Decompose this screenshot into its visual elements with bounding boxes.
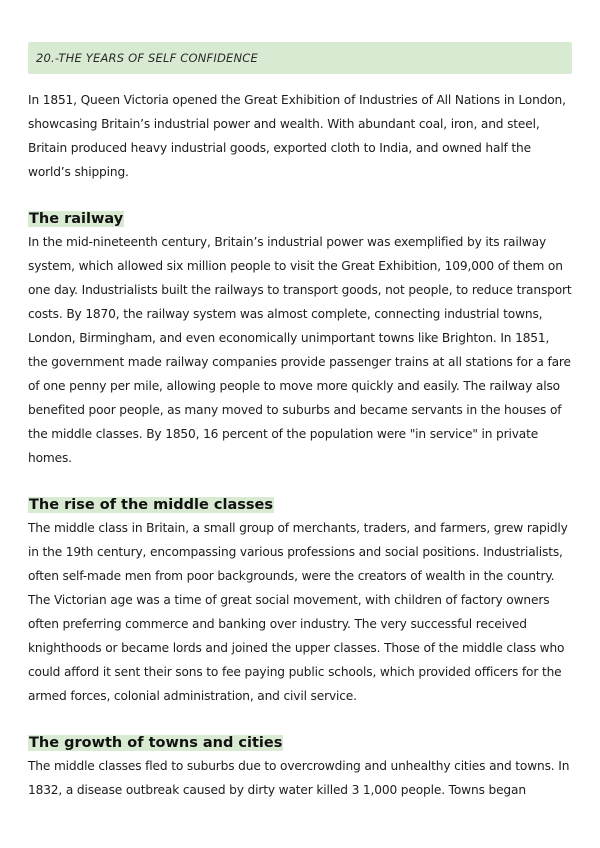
chapter-banner [28,42,572,74]
document-page [28,42,572,802]
intro-paragraph: In 1851, Queen Victoria opened the Great Exhibition of Industries of All Nations in London, showcasing Britain’s industrial power and wealth. With abundant coal, iron, and steel, Britain produced heavy industrial goods, exported cloth to India, and owned half the world’s shipping. [28,93,566,179]
chapter-title: 20.-THE YEARS OF SELF CONFIDENCE [36,51,258,65]
section-heading-towns-cities [28,730,572,754]
section-heading-text: The railway [29,211,124,227]
section-body-towns-cities: The middle classes fled to suburbs due to overcrowding and unhealthy cities and towns. In 1832, a disease outbreak caused by dirty water killed 3 1,000 people. Towns began [28,759,570,797]
section-heading-middle-classes [28,492,572,516]
section-body-railway: In the mid-nineteenth century, Britain’s industrial power was exemplified by its railway system, which allowed six million people to visit the Great Exhibition, 109,000 of them on one day. Industrialists built the railways to transport goods, not people, to reduce transport costs. By 1870, the railway system was almost complete, connecting industrial towns, London, Birmingham, and even economically unimportant towns like Brighton. In 1851, the government made railway companies provide passenger trains at all stations for a fare of one penny per mile, allowing people to move more quickly and easily. The railway also benefited poor people, as many moved to suburbs and became servants in the houses of the middle classes. By 1850, 16 percent of the population were "in service" in private homes. [28,235,572,465]
section-body-middle-classes: The middle class in Britain, a small group of merchants, traders, and farmers, grew rapidly in the 19th century, encompassing various professions and social positions. Industrialists, often self-made men from poor backgrounds, were the creators of wealth in the country. The Victorian age was a time of great social movement, with children of factory owners often preferring commerce and banking over industry. The very successful received knighthoods or became lords and joined the upper classes. Those of the middle class who could afford it sent their sons to fee paying public schools, which provided officers for the armed forces, colonial administration, and civil service. [28,521,568,703]
section-heading-railway [28,206,572,230]
section-heading-text: The rise of the middle classes [29,497,273,513]
section-heading-text: The growth of towns and cities [29,735,283,751]
